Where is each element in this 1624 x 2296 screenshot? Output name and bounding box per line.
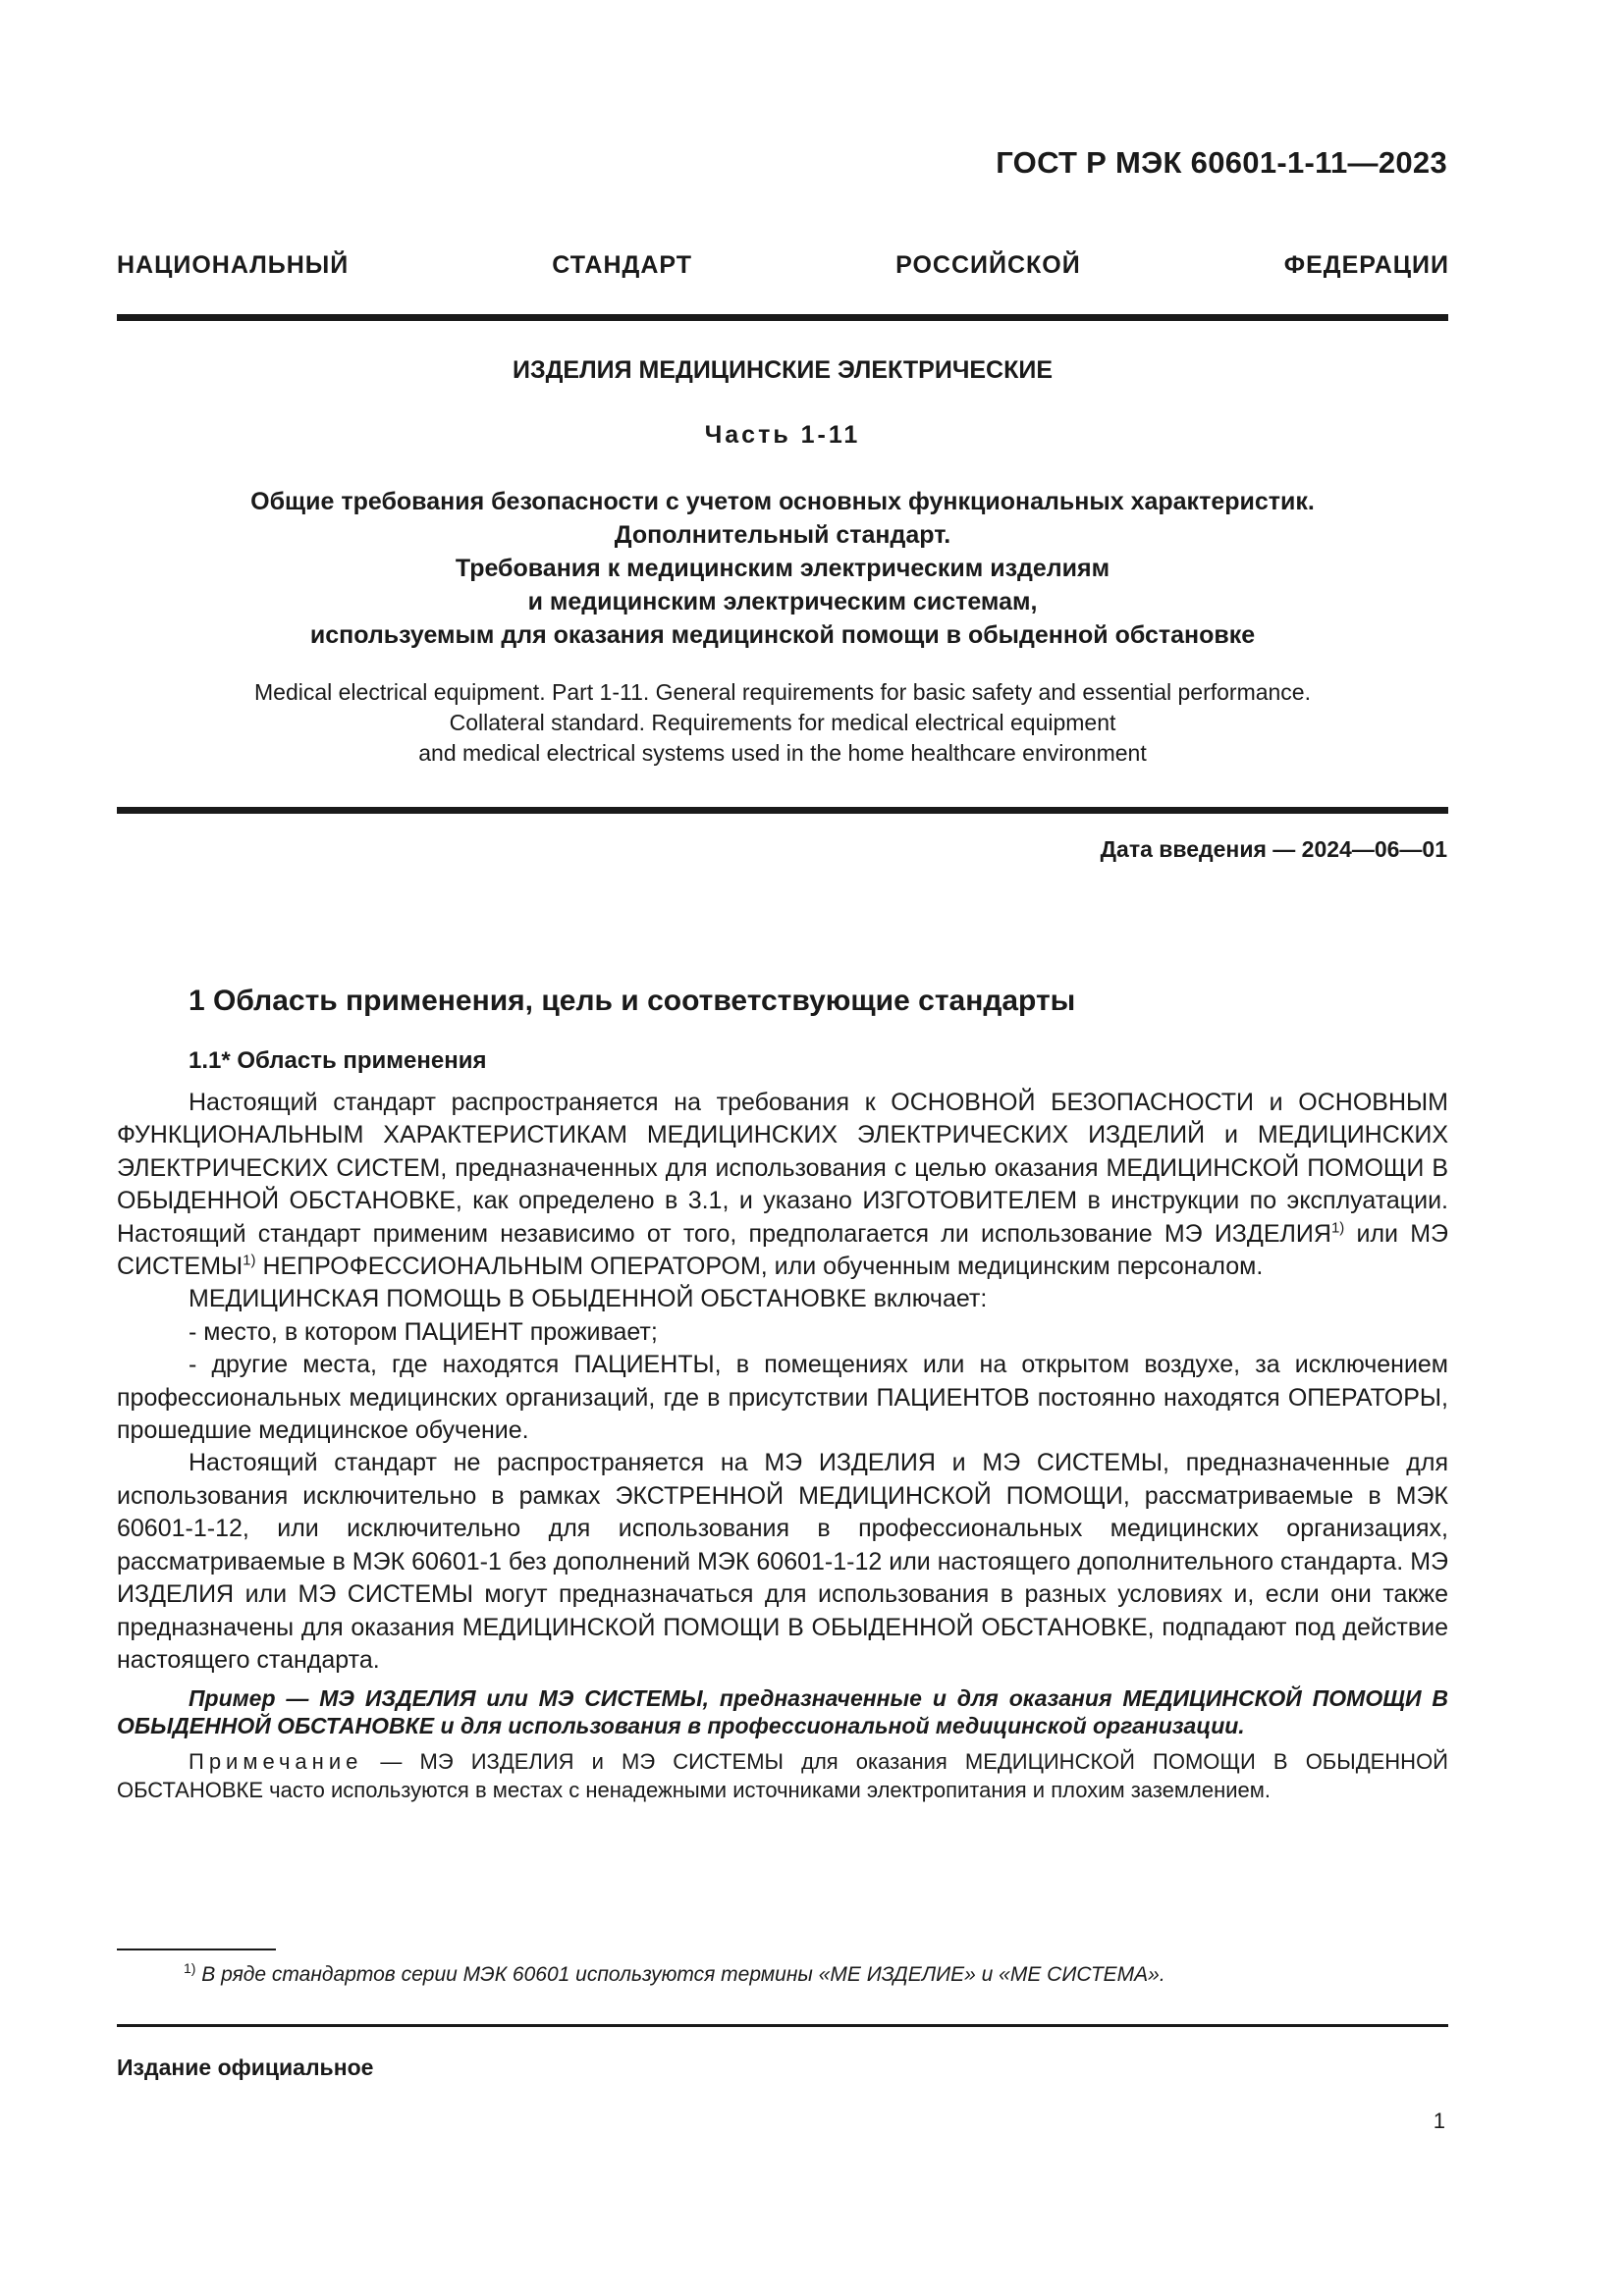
note-text: — МЭ ИЗДЕЛИЯ и МЭ СИСТЕМЫ для оказания МЕДИЦИНСКОЙ ПОМОЩИ В ОБЫДЕННОЙ ОБСТАНОВКЕ часто используются в местах с ненадежными источниками электропитания и плохим заземлением. [117, 1749, 1448, 1803]
english-title-line: and medical electrical systems used in the home healthcare environment [418, 740, 1147, 766]
english-title-line: Medical electrical equipment. Part 1-11. General requirements for basic safety and essential performance. [254, 679, 1311, 705]
title-divider [117, 807, 1448, 814]
english-title-line: Collateral standard. Requirements for medical electrical equipment [449, 710, 1116, 735]
list-item: - место, в котором ПАЦИЕНТ проживает; [189, 1317, 658, 1346]
subsection-heading: 1.1* Область применения [189, 1047, 487, 1074]
page-number: 1 [1433, 2109, 1445, 2133]
subtitle-line: Требования к медицинским электрическим изделиям [455, 555, 1110, 582]
bottom-divider [117, 2024, 1448, 2027]
subtitle-line: Общие требования безопасности с учетом основных функциональных характеристик. [250, 488, 1315, 515]
note-label: Примечание [189, 1749, 363, 1775]
note [117, 1747, 1448, 1804]
example-text: Пример — МЭ ИЗДЕЛИЯ или МЭ СИСТЕМЫ, предназначенные и для оказания МЕДИЦИНСКОЙ ПОМОЩИ В ОБЫДЕННОЙ ОБСТАНОВКЕ и для использования в профессиональной медицинской организации. [117, 1685, 1448, 1739]
footnote-text: В ряде стандартов серии МЭК 60601 используются термины «МЕ ИЗДЕЛИЕ» и «МЕ СИСТЕМА». [195, 1963, 1165, 1986]
english-title [117, 677, 1448, 769]
paragraph-scope [117, 1087, 1448, 1283]
paragraph-includes: МЕДИЦИНСКАЯ ПОМОЩЬ В ОБЫДЕННОЙ ОБСТАНОВКЕ включает: [189, 1285, 988, 1313]
section-body [117, 1087, 1448, 1804]
paragraph-exclusions: Настоящий стандарт не распространяется на МЭ ИЗДЕЛИЯ и МЭ СИСТЕМЫ, предназначенные для использования исключительно в рамках ЭКСТРЕННОЙ МЕДИЦИНСКОЙ ПОМОЩИ, рассматриваемые в МЭК 60601-1-12, или исключительно для использования в профессиональных медицинских организациях, рассматриваемые в МЭК 60601-1 без дополнений МЭК 60601-1-12 или настоящего дополнительного стандарта. МЭ ИЗДЕЛИЯ или МЭ СИСТЕМЫ могут предназначаться для использования в разных условиях и, если они также предназначены для оказания МЕДИЦИНСКОЙ ПОМОЩИ В ОБЫДЕННОЙ ОБСТАНОВКЕ, подпадают под действие настоящего стандарта. [117, 1449, 1448, 1674]
footnote [184, 1960, 1165, 1987]
national-standard-banner: НАЦИОНАЛЬНЫЙ СТАНДАРТ РОССИЙСКОЙ ФЕДЕРАЦИИ [117, 251, 1449, 279]
paragraph-text: НЕПРОФЕССИОНАЛЬНЫМ ОПЕРАТОРОМ, или обученным медицинским персоналом. [255, 1253, 1264, 1281]
footnote-divider [117, 1949, 276, 1950]
subtitle-line: и медицинским электрическим системам, [527, 588, 1038, 615]
footnote-ref: 1) [243, 1252, 256, 1269]
top-divider [117, 314, 1448, 321]
subtitle-line: используемым для оказания медицинской помощи в обыденной обстановке [309, 621, 1256, 649]
document-code: ГОСТ Р МЭК 60601-1-11—2023 [996, 145, 1447, 180]
paragraph-text: или МЭ СИСТЕМЫ [117, 1219, 1449, 1281]
standard-subtitle [117, 485, 1448, 652]
official-edition-label: Издание официальное [117, 2055, 374, 2080]
part-number: Часть 1-11 [704, 421, 861, 449]
list-item: - другие места, где находятся ПАЦИЕНТЫ, в помещениях или на открытом воздухе, за исключением профессиональных медицинских организаций, где в присутствии ПАЦИЕНТОВ постоянно находятся ОПЕРАТОРЫ, прошедшие медицинское обучение. [117, 1351, 1448, 1445]
footnote-ref: 1) [1330, 1219, 1345, 1237]
footnote-marker: 1) [184, 1960, 196, 1976]
paragraph-text: Настоящий стандарт распространяется на требования к ОСНОВНОЙ БЕЗОПАСНОСТИ и ОСНОВНЫМ ФУНКЦИОНАЛЬНЫМ ХАРАКТЕРИСТИКАМ МЕДИЦИНСКИХ ЭЛЕКТРИЧЕСКИХ ИЗДЕЛИЙ и МЕДИЦИНСКИХ ЭЛЕКТРИЧЕСКИХ СИСТЕМ, предназначенных для использования с целью оказания МЕДИЦИНСКОЙ ПОМОЩИ В ОБЫДЕННОЙ ОБСТАНОВКЕ, как определено в 3.1, и указано ИЗГОТОВИТЕЛЕМ в инструкции по эксплуатации. Настоящий стандарт применим независимо от того, предполагается ли использование МЭ ИЗДЕЛИЯ [117, 1089, 1448, 1248]
standard-title: ИЗДЕЛИЯ МЕДИЦИНСКИЕ ЭЛЕКТРИЧЕСКИЕ [512, 356, 1054, 384]
section-heading: 1 Область применения, цель и соответствующие стандарты [189, 985, 1076, 1017]
introduction-date: Дата введения — 2024—06—01 [1100, 836, 1447, 862]
subtitle-line: Дополнительный стандарт. [614, 521, 951, 549]
